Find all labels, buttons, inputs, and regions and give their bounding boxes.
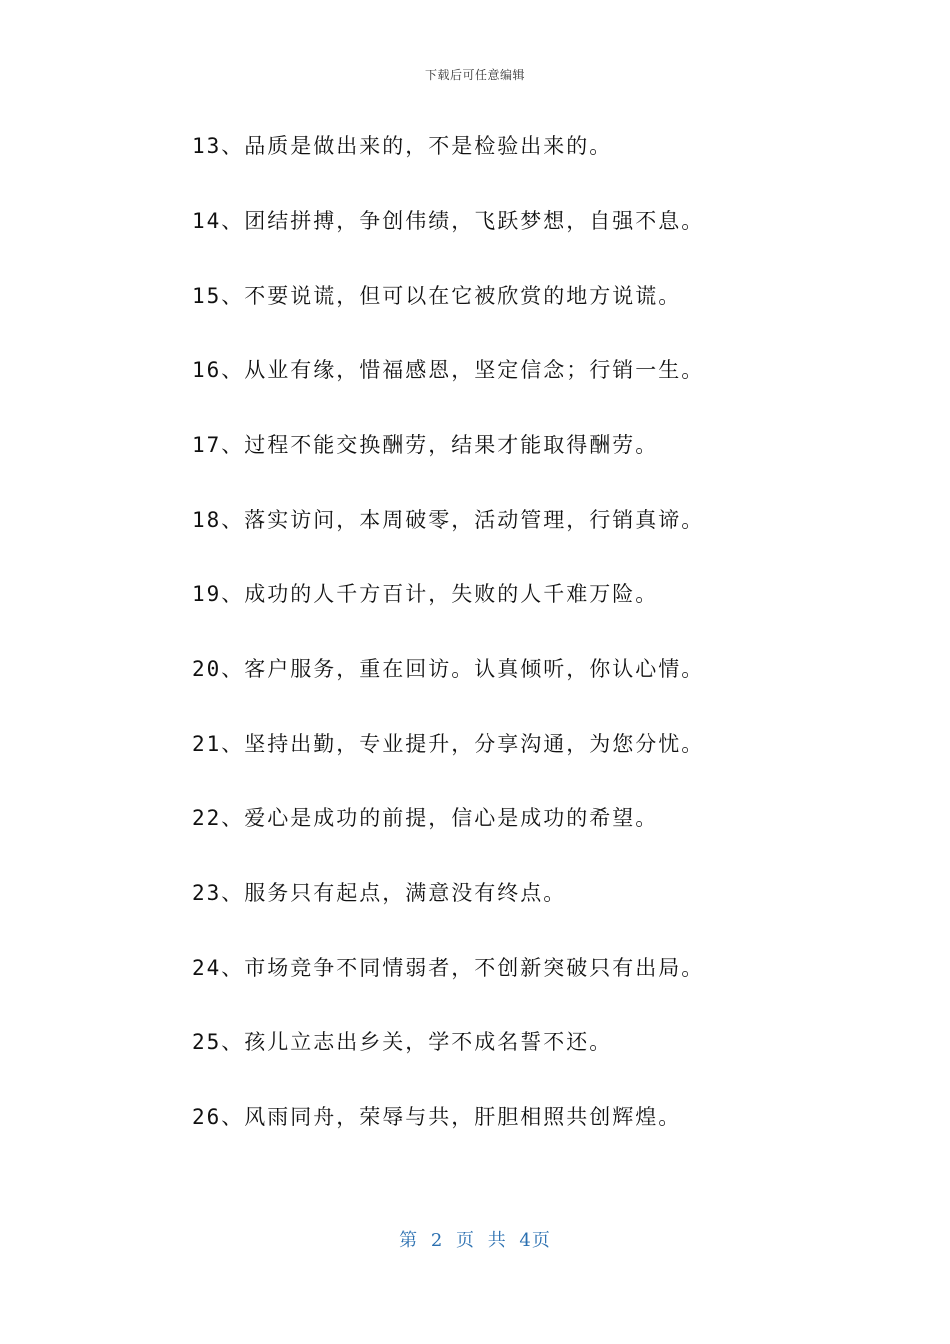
list-item: 22、爱心是成功的前提，信心是成功的希望。 <box>192 806 659 830</box>
page-header: 下载后可任意编辑 <box>424 68 525 82</box>
list-item: 14、团结拼搏，争创伟绩，飞跃梦想，自强不息。 <box>192 209 705 233</box>
list-item: 25、孩儿立志出乡关，学不成名誓不还。 <box>192 1030 613 1054</box>
page-number: 第 2 页 共 4页 <box>399 1230 551 1251</box>
list-item: 24、市场竞争不同情弱者，不创新突破只有出局。 <box>192 956 705 980</box>
list-item: 16、从业有缘，惜福感恩，坚定信念；行销一生。 <box>192 358 705 382</box>
list-item: 15、不要说谎，但可以在它被欣赏的地方说谎。 <box>192 284 682 308</box>
list-item: 18、落实访问，本周破零，活动管理，行销真谛。 <box>192 508 705 532</box>
list-item: 20、客户服务，重在回访。认真倾听，你认心情。 <box>192 657 705 681</box>
list-item: 13、品质是做出来的，不是检验出来的。 <box>192 134 613 158</box>
list-item: 17、过程不能交换酬劳，结果才能取得酬劳。 <box>192 433 659 457</box>
list-item: 23、服务只有起点，满意没有终点。 <box>192 881 567 905</box>
list-item: 19、成功的人千方百计，失败的人千难万险。 <box>192 582 659 606</box>
list-item: 21、坚持出勤，专业提升，分享沟通，为您分忧。 <box>192 732 705 756</box>
list-item: 26、风雨同舟，荣辱与共，肝胆相照共创辉煌。 <box>192 1105 682 1129</box>
